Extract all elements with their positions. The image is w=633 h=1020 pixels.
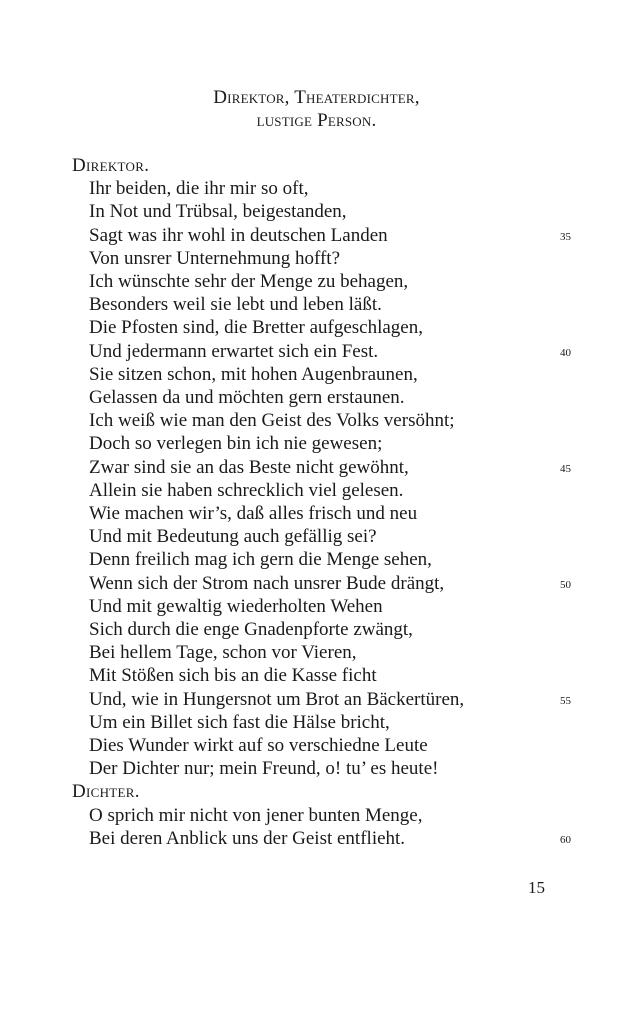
verse-line: Sich durch die enge Gnadenpforte zwängt, <box>89 619 413 640</box>
verse-line: Besonders weil sie lebt und leben läßt. <box>89 294 382 316</box>
verse-line: Wie machen wir’s, daß alles frisch und neu <box>89 503 418 524</box>
line-number: 45 <box>560 462 571 475</box>
line-number: 50 <box>560 578 571 591</box>
line-number: 55 <box>560 694 571 707</box>
verse-line: Die Pfosten sind, die Bretter aufgeschlagen, <box>89 317 423 339</box>
verse-line: Gelassen da und möchten gern erstaunen. <box>89 387 405 408</box>
scene-heading <box>0 86 633 132</box>
line-number: 35 <box>560 230 571 243</box>
verse-line: Bei hellem Tage, schon vor Vieren, <box>89 642 357 664</box>
verse-line: Bei deren Anblick uns der Geist entflieht. <box>89 827 406 849</box>
verse-line: Ich weiß wie man den Geist des Volks versöhnt; <box>89 410 455 432</box>
verse-line: Sie sitzen schon, mit hohen Augenbraunen, <box>89 363 418 385</box>
verse-line: Und mit gewaltig wiederholten Wehen <box>89 595 383 617</box>
verse-line: Der Dichter nur; mein Freund, o! tu’ es heute! <box>89 758 439 780</box>
verse-line: Und mit Bedeutung auch gefällig sei? <box>89 526 377 548</box>
speaker-name: Dichter. <box>72 781 140 803</box>
verse-line: Von unsrer Unternehmung hofft? <box>89 247 340 269</box>
scene-heading-line-2: lustige Person. <box>256 110 377 131</box>
verse-line: Doch so verlegen bin ich nie gewesen; <box>89 433 383 455</box>
verse-line: Ihr beiden, die ihr mir so oft, <box>89 178 309 200</box>
verse-line: Dies Wunder wirkt auf so verschiedne Leute <box>89 735 428 756</box>
verse-line: Und jedermann erwartet sich ein Fest. <box>89 340 379 362</box>
verse-line: O sprich mir nicht von jener bunten Menge, <box>89 804 423 826</box>
line-number: 40 <box>560 346 571 359</box>
page-number: 15 <box>528 878 545 897</box>
verse-line: Mit Stößen sich bis an die Kasse ficht <box>89 665 377 687</box>
verse-line: Ich wünschte sehr der Menge zu behagen, <box>89 271 409 292</box>
verse-line: Wenn sich der Strom nach unsrer Bude drängt, <box>89 572 445 594</box>
verse-line: Um ein Billet sich fast die Hälse bricht, <box>89 711 390 733</box>
verse-line: Und, wie in Hungersnot um Brot an Bäckertüren, <box>89 688 465 710</box>
verse-line: Denn freilich mag ich gern die Menge sehen, <box>89 549 432 571</box>
line-number: 60 <box>560 833 571 846</box>
verse-line: Sagt was ihr wohl in deutschen Landen <box>89 224 388 246</box>
verse-line: Zwar sind sie an das Beste nicht gewöhnt, <box>89 456 409 478</box>
scene-heading-line-1: Direktor, Theaterdichter, <box>213 87 420 108</box>
speaker-name: Direktor. <box>72 155 150 176</box>
verse-line: In Not und Trübsal, beigestanden, <box>89 201 347 223</box>
verse-line: Allein sie haben schrecklich viel gelesen. <box>89 479 404 501</box>
